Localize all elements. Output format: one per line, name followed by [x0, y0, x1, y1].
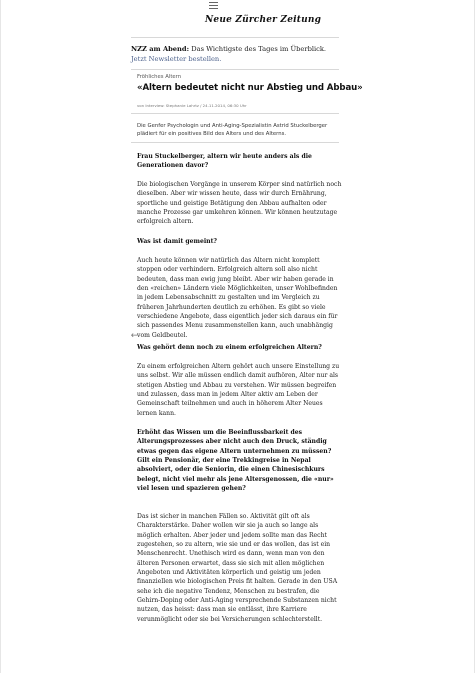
article-kicker: Fröhliches Altern [137, 74, 182, 80]
article-byline: von Interview: Stephanie Lahrtz / 24.11.2014, 06:30 Uhr [137, 103, 247, 108]
interview-answer: Die biologischen Vorgänge in unserem Körper sind natürlich noch dieselben. Aber wir wissen heute, dass wir durch Ernährung, sportliche und geistige Betätigung den Abbau aufhalten oder manche Prozesse gar umkehren können. Wir können heutzutage erfolgreich altern. [137, 181, 342, 226]
interview-answer: Das ist sicher in manchen Fällen so. Aktivität gilt oft als Charakterstärke. Daher wollen wir sie ja auch so lange als möglich erhalten. Aber jeder und jedem sollte man das Recht zugestehen, so zu altern, wie sie und er das wollen, das ist ein Menschenrecht. Unethisch wird es dann, wenn man von den älteren Personen erwartet, dass sie sich mit allen möglichen Angeboten und Aktivitäten körperlich und geistig um jeden finanziellen wie biologischen Preis fit halten. Gerade in den USA sehe ich die negative Tendenz, Menschen zu bestrafen, die Gehirn-Doping oder Anti-Aging versprechende Substanzen nicht nutzen, das heisst: dass man sie entlässt, ihre Karriere verunmöglicht oder sie bei Versicherungen schlechterstellt. [137, 513, 338, 623]
masthead-logo[interactable]: Neue Zürcher Zeitung [205, 15, 322, 25]
interview-answer: Auch heute können wir natürlich das Altern nicht komplett stoppen oder verhindern. Erfolgreich altern soll also nicht bedeuten, dass man ewig jung bleibt. Aber wir haben gerade in den «reichen» Ländern viele Möglichkeiten, unser Wohlbefinden in jedem Lebensabschnitt zu gestalten und im Vergleich zu früheren Jahrhunderten deutlich zu erhöhen. Es gibt so viele verschiedene Angebote, dass eigentlich jeder sich daraus ein für sich passendes Menu zusammenstellen kann, auch unabhängig vom Geldbeutel. [137, 257, 338, 339]
newsletter-promo [131, 45, 341, 64]
promo-text: Das Wichtigste des Tages im Überblick. [191, 45, 327, 53]
headline-divider [131, 113, 339, 114]
article-headline: «Altern bedeutet nicht nur Abstieg und Abbau» [137, 83, 363, 93]
promo-divider [131, 69, 339, 70]
hamburger-menu-icon[interactable] [209, 2, 218, 10]
interview-question: Frau Stuckelberger, altern wir heute anders als die Generationen davor? [137, 153, 312, 170]
interview-question: Was ist damit gemeint? [137, 238, 217, 245]
back-arrow-icon[interactable]: ← [130, 331, 139, 341]
lead-divider [131, 142, 339, 143]
newsletter-signup-link[interactable]: Jetzt Newsletter bestellen. [131, 54, 222, 63]
promo-label: NZZ am Abend: [131, 45, 190, 53]
interview-answer: Zu einem erfolgreichen Altern gehört auch unsere Einstellung zu uns selbst. Wir alle müssen endlich damit aufhören, Alter nur als stetigen Abstieg und Abbau zu verstehen. Wir müssen begreifen und zulassen, dass man in jedem Alter aktiv am Leben der Gemeinschaft teilnehmen und auch in höherem Alter Neues lernen kann. [137, 363, 340, 417]
page-left-border [0, 0, 1, 673]
article-lead: Die Genfer Psychologin und Anti-Aging-Spezialistin Astrid Stuckelberger plädiert für ein positives Bild des Alters und des Alterns. [137, 123, 328, 138]
interview-question: Erhöht das Wissen um die Beeinflussbarkeit des Alterungsprozesses aber nicht auch den Druck, ständig etwas gegen das eigene Altern unternehmen zu müssen? Gilt ein Pensionär, der eine Trekkingreise in Nepal absolviert, oder die Seniorin, die einen Chinesischkurs belegt, nicht viel mehr als jene Altersgenossen, die «nur» viel lesen und spazieren gehen? [137, 429, 334, 493]
masthead-divider [131, 37, 339, 38]
interview-question: Was gehört denn noch zu einem erfolgreichen Altern? [137, 344, 322, 351]
page-right-border [474, 0, 475, 673]
